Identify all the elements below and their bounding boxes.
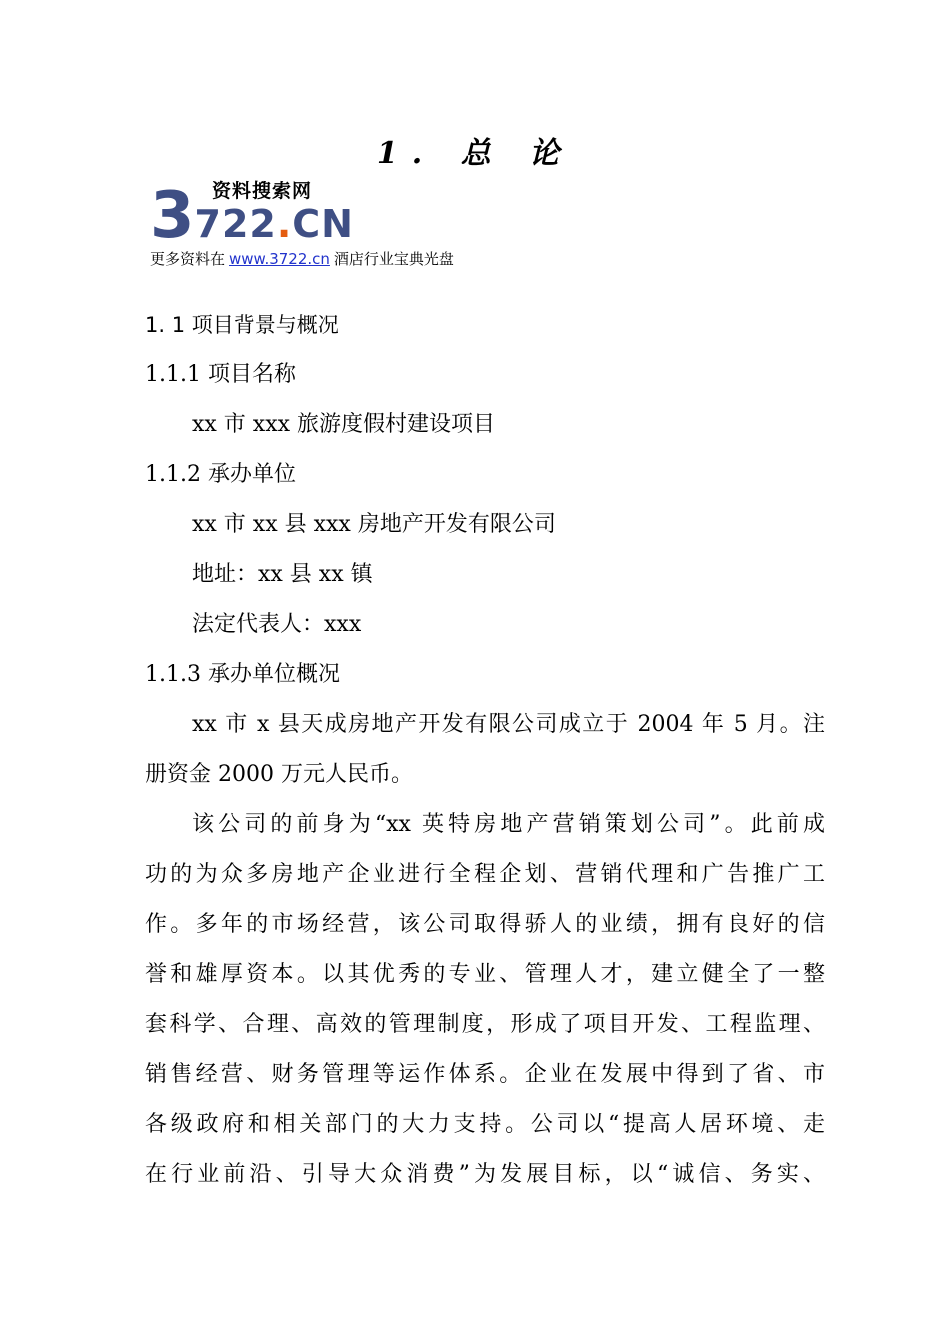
- subsection-heading-1-1-2: 1.1.2 承办单位: [145, 462, 296, 487]
- subsection-heading-1-1-1: 1.1.1 项目名称: [145, 362, 296, 387]
- logo-number: [150, 179, 354, 253]
- paragraph-line: 册资金 2000 万元人民币。: [145, 762, 413, 787]
- logo-suffix: CN: [292, 202, 354, 246]
- paragraph-line: 各级政府和相关部门的大力支持。公司以“提高人居环境、走: [145, 1112, 825, 1137]
- logo-big-digit: 3: [150, 179, 195, 253]
- logo-dot: .: [276, 202, 293, 246]
- legal-representative: 法定代表人：xxx: [192, 612, 362, 637]
- tagline-link[interactable]: www.3722.cn: [229, 250, 330, 268]
- paragraph-line: 销售经营、财务管理等运作体系。企业在发展中得到了省、市: [145, 1062, 825, 1087]
- paragraph-line: 套科学、合理、高效的管理制度，形成了项目开发、工程监理、: [145, 1012, 825, 1037]
- site-logo[interactable]: [150, 176, 490, 272]
- document-body: [145, 300, 825, 1200]
- section-heading: 1. 1 项目背景与概况: [145, 313, 339, 337]
- logo-tagline: [150, 248, 454, 269]
- paragraph-line: 功的为众多房地产企业进行全程企划、营销代理和广告推广工: [145, 862, 825, 887]
- page-title: 1. 总 论: [376, 136, 574, 171]
- paragraph-line: 誉和雄厚资本。以其优秀的专业、管理人才，建立健全了一整: [145, 962, 825, 987]
- logo-chinese-text: 资料搜索网: [212, 180, 313, 202]
- paragraph-line: 该公司的前身为“xx 英特房地产营销策划公司”。此前成: [192, 812, 825, 837]
- logo-digits: 722: [194, 202, 277, 246]
- tagline-prefix: 更多资料在: [150, 250, 226, 268]
- project-name: xx 市 xxx 旅游度假村建设项目: [192, 412, 496, 437]
- paragraph-line: xx 市 x 县天成房地产开发有限公司成立于 2004 年 5 月。注: [192, 712, 825, 737]
- company-address: 地址：xx 县 xx 镇: [192, 562, 373, 587]
- paragraph-line: 作。多年的市场经营，该公司取得骄人的业绩，拥有良好的信: [145, 912, 825, 937]
- paragraph-line: 在行业前沿、引导大众消费”为发展目标，以“诚信、务实、: [145, 1162, 825, 1187]
- company-name: xx 市 xx 县 xxx 房地产开发有限公司: [192, 512, 556, 537]
- tagline-suffix: 酒店行业宝典光盘: [333, 250, 454, 268]
- subsection-heading-1-1-3: 1.1.3 承办单位概况: [145, 662, 340, 687]
